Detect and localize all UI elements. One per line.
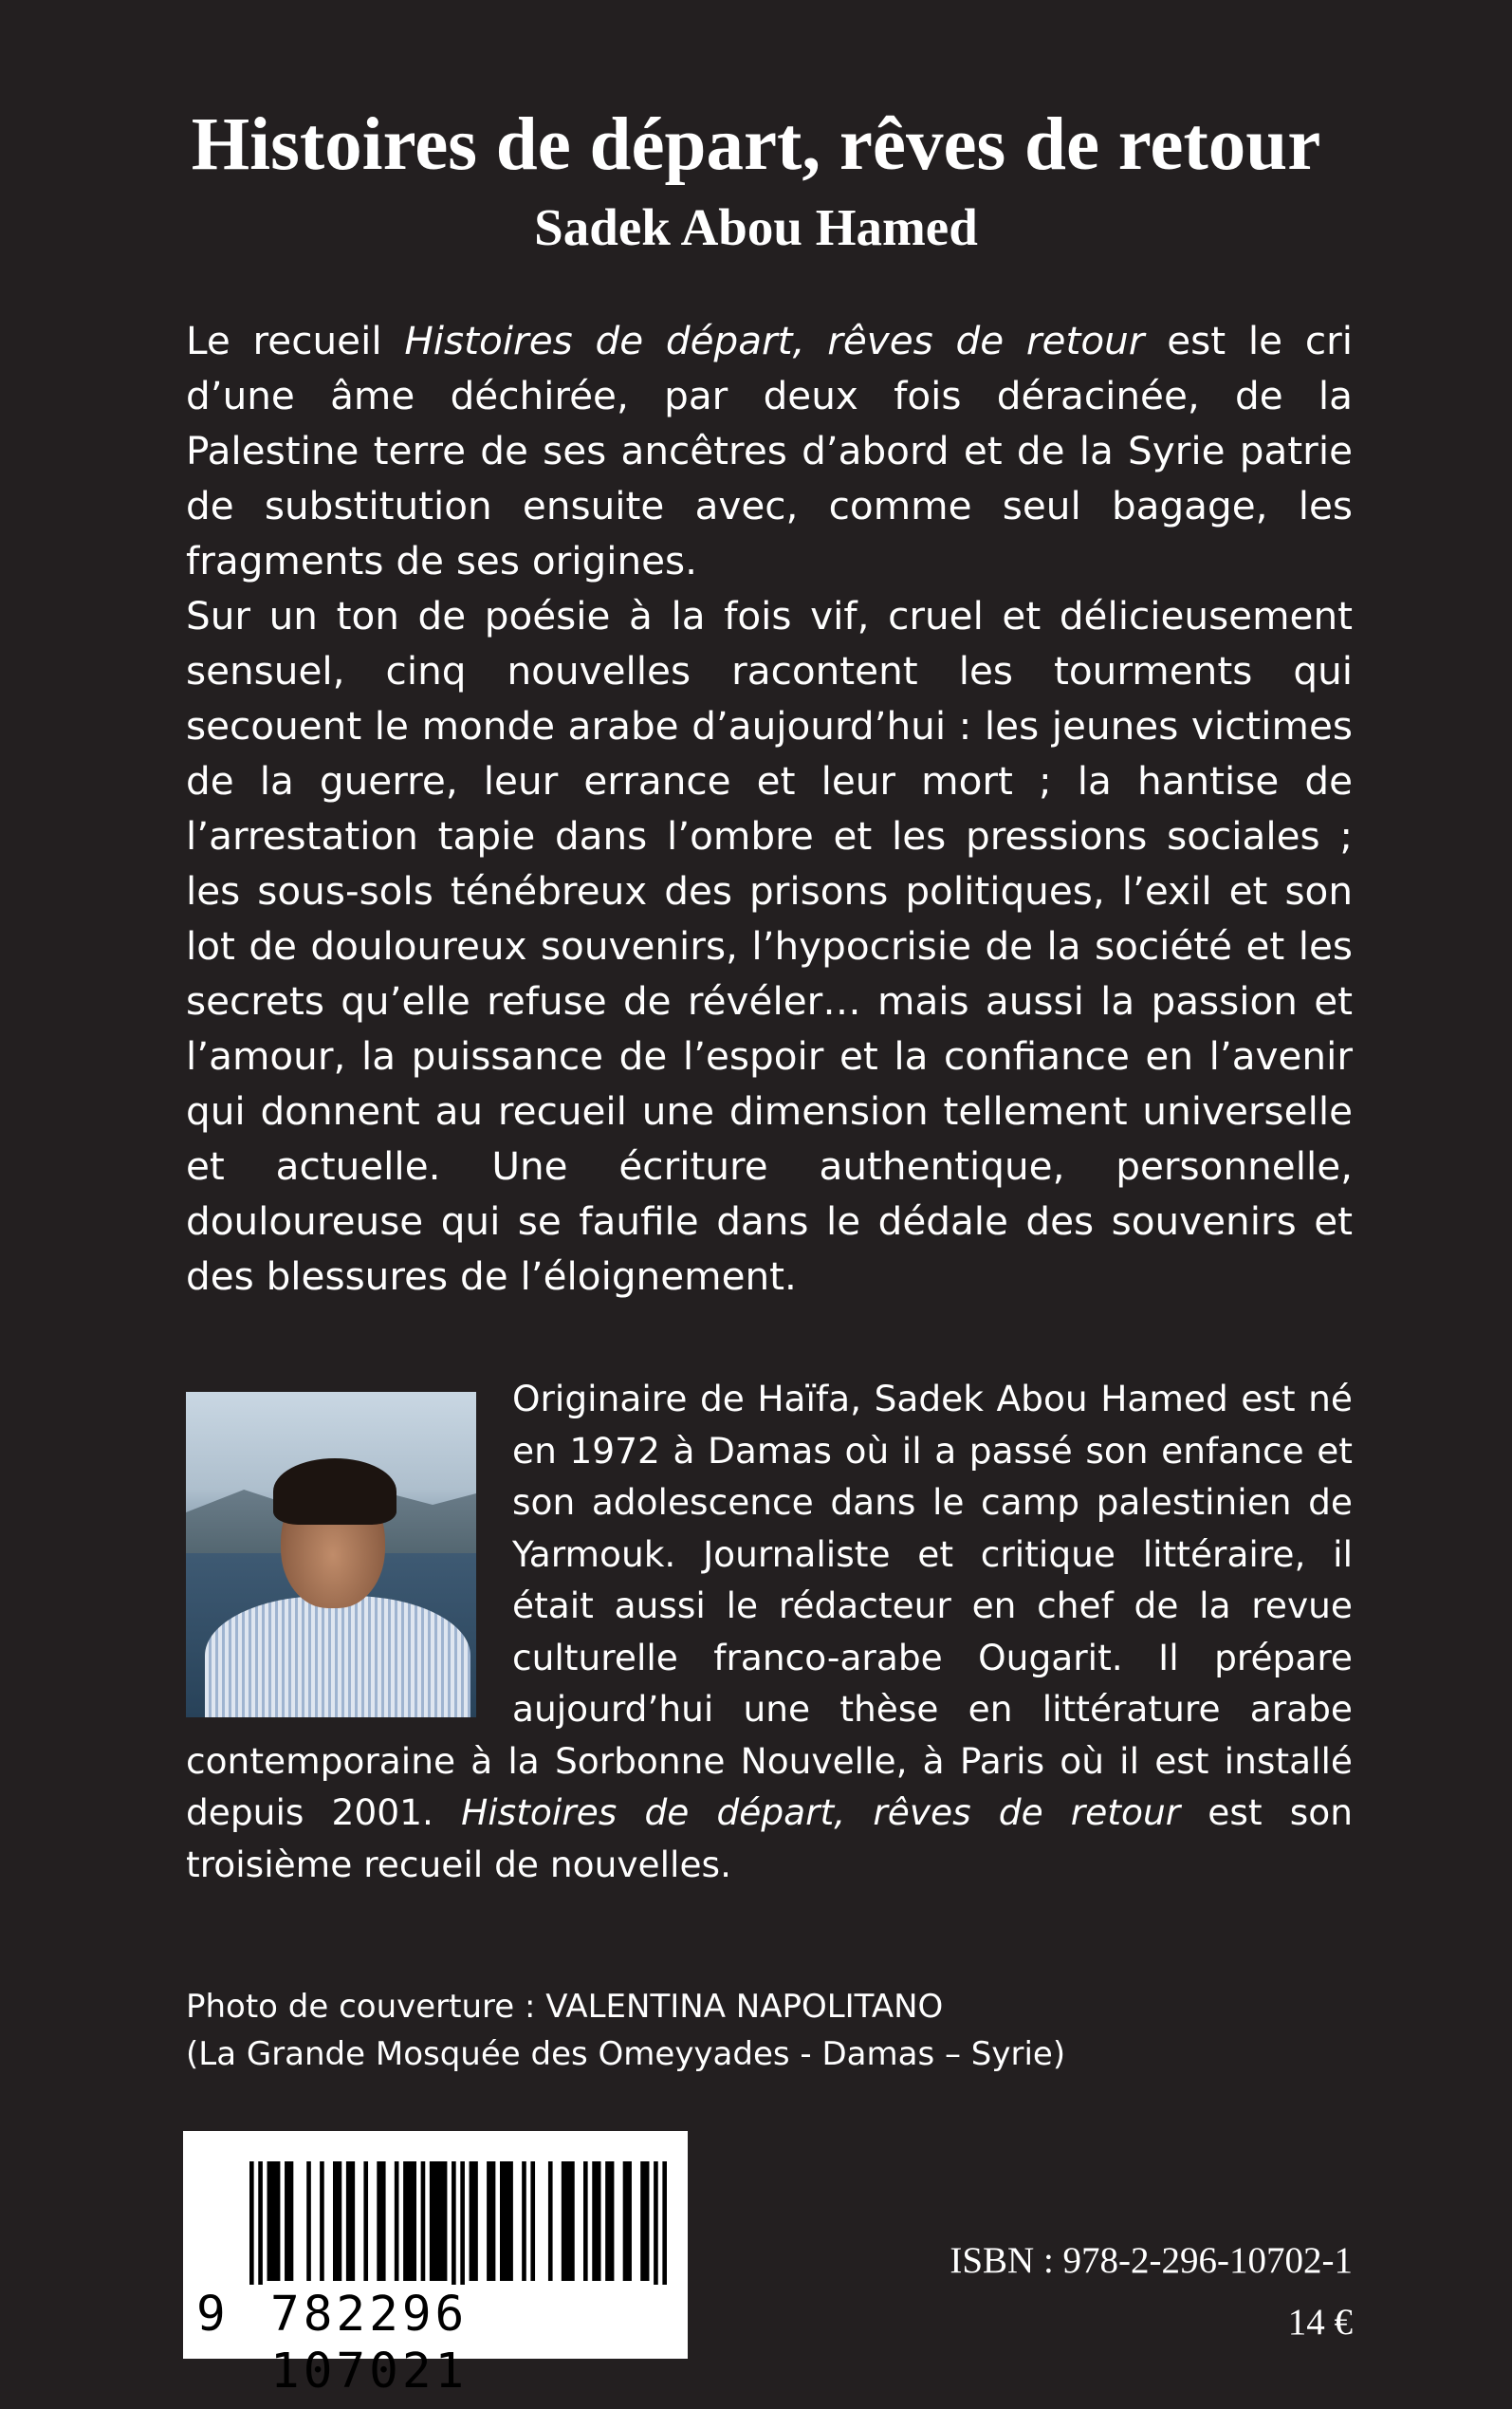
barcode-bar <box>306 2161 311 2281</box>
barcode-bars <box>249 2161 667 2285</box>
barcode-bar <box>363 2161 368 2281</box>
isbn: ISBN : 978-2-296-10702-1 <box>950 2240 1353 2281</box>
barcode-bar <box>487 2161 495 2281</box>
bio-rest: est son troisième recueil de nouvelles. <box>186 1791 1353 1885</box>
barcode-bar <box>470 2161 478 2281</box>
barcode-bar <box>395 2161 399 2281</box>
barcode-bar <box>403 2161 416 2281</box>
barcode-bar <box>522 2161 526 2281</box>
barcode-bar <box>623 2161 632 2281</box>
blurb-p1-book-title: Histoires de départ, rêves de retour <box>404 318 1145 363</box>
barcode-bar <box>562 2161 575 2281</box>
blurb-paragraph-2: Sur un ton de poésie à la fois vif, cruel et délicieusement sensuel, cinq nouvelles racontent les tourments qui secouent le monde arabe d’aujourd’hui : les jeunes victimes de la guerre, leur errance et leur mort ; la hantise de l’arrestation tapie dans l’ombre et les pressions sociales ; les sous-sols ténébreux des prisons politiques, l’exil et son lot de douloureux souvenirs, l’hypocrisie de la société et les secrets qu’elle refuse de révéler… mais aussi la passion et l’amour, la puissance de l’espoir et la confiance en l’avenir qui donnent au recueil une dimension tellement universelle et actuelle. Une écriture authentique, personnelle, douloureuse qui se faufile dans le dédale des souvenirs et des blessures de l’éloignement. <box>186 593 1353 1299</box>
barcode-bar <box>530 2161 535 2281</box>
blurb-p1-lead: Le recueil <box>186 318 405 363</box>
barcode-bar <box>500 2161 513 2281</box>
blurb-p1-rest: est le cri d’une âme déchirée, par deux fois déracinée, de la Palestine terre de ses ancêtres d’abord et de la Syrie patrie de substitution ensuite avec, comme seul bagage, les fragments de ses origines. <box>186 318 1353 584</box>
barcode-bar <box>421 2161 426 2281</box>
photo-credit-line: Photo de couverture : VALENTINA NAPOLITANO <box>186 1988 944 2026</box>
barcode-bar <box>548 2161 553 2281</box>
barcode-bar <box>592 2161 600 2281</box>
book-title: Histoires de départ, rêves de retour <box>191 103 1321 186</box>
barcode-bar <box>662 2161 667 2285</box>
barcode-bar <box>285 2161 293 2281</box>
barcode-bar <box>430 2161 448 2281</box>
barcode-number: 782296 107021 <box>270 2287 469 2400</box>
barcode-bar <box>654 2161 658 2285</box>
photo-credits <box>186 1983 1065 2078</box>
barcode-bar <box>640 2161 649 2281</box>
author-photo <box>186 1392 476 1717</box>
barcode-bar <box>258 2161 263 2285</box>
barcode-bar <box>346 2161 355 2281</box>
photo-caption-line: (La Grande Mosquée des Omeyyades - Damas – Syrie) <box>186 2035 1066 2073</box>
barcode-bar <box>605 2161 614 2281</box>
blurb-paragraph-1 <box>186 313 1353 588</box>
barcode-bar <box>452 2161 456 2285</box>
bio-lead: Originaire de Haïfa, Sadek Abou Hamed est né en 1972 à Damas où il a passé son enfance et son adolescence dans le camp palestinien de Yarmouk. Journaliste et critique littéraire, il était aussi le rédacteur en chef de la revue culturelle franco-arabe Ougarit. Il prépare aujourd’hui une thèse en littérature arabe contemporaine à la Sorbonne Nouvelle, à Paris où il est installé depuis 2001. <box>186 1378 1353 1833</box>
barcode-lead-digit: 9 <box>196 2287 226 2343</box>
book-author: Sadek Abou Hamed <box>534 198 978 256</box>
barcode <box>183 2131 688 2400</box>
barcode-bar <box>267 2161 281 2281</box>
barcode-bar <box>583 2161 588 2281</box>
barcode-bar <box>377 2161 385 2281</box>
barcode-digits <box>183 2287 688 2400</box>
barcode-bar <box>320 2161 324 2281</box>
barcode-bar <box>249 2161 254 2285</box>
barcode-bar <box>333 2161 341 2281</box>
back-cover-blurb <box>186 313 1353 1304</box>
price: 14 € <box>1287 2302 1353 2343</box>
author-bio <box>186 1373 1353 1890</box>
bio-book-title: Histoires de départ, rêves de retour <box>461 1791 1181 1833</box>
barcode-bar <box>460 2161 465 2285</box>
